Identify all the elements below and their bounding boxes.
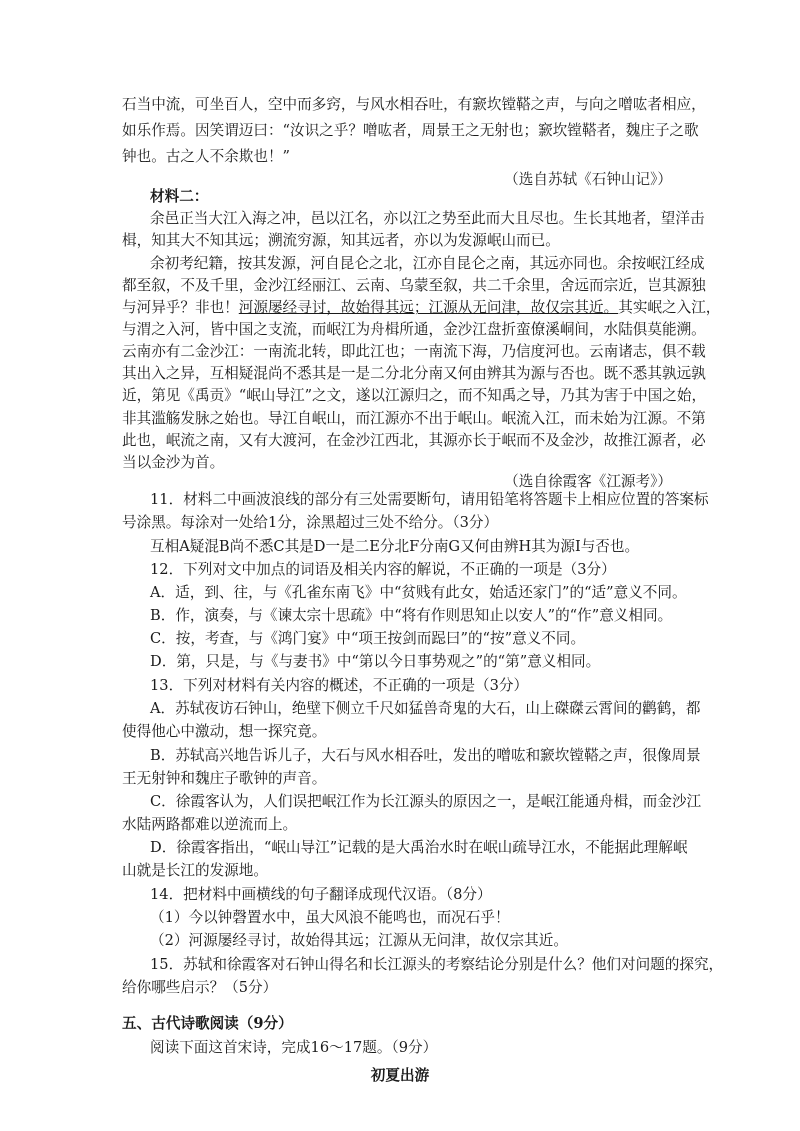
passage2-line-4: 都至叙，不及千里，金沙江经丽江、云南、乌蒙至叙，共二千余里，舍远而宗近，岂其源独 bbox=[122, 277, 706, 294]
q12-stem: 12．下列对文中加点的词语及相关内容的解说，不正确的一项是（3分） bbox=[150, 561, 616, 578]
passage2-line-6: 与渭之入河，皆中国之支流，而岷江为舟楫所通，金沙江盘折蛮僚溪峒间，水陆俱莫能溯。 bbox=[122, 321, 706, 338]
q11-line-2: 号涂黑。每涂对一处给1分，涂黑超过三处不给分。（3分） bbox=[122, 514, 499, 531]
q13-option-b-1: B．苏轼高兴地告诉儿子，大石与风水相吞吐，发出的噌吰和窾坎镗鞳之声，很像周景 bbox=[150, 747, 701, 764]
passage2-line-7: 云南亦有二金沙江：一南流北转，即此江也；一南流下海，乃信度河也。云南诸志，俱不载 bbox=[122, 343, 706, 360]
q12-option-c: C．按，考查，与《鸿门宴》中“项王按剑而跽曰”的“按”意义不同。 bbox=[150, 630, 586, 647]
passage2-line-8: 其出入之异，互相疑混尚不悉其是一是二分北分南又何由辨其为源与否也。既不悉其孰远孰 bbox=[122, 365, 706, 382]
passage1-line-3: 钟也。古之人不余欺也！” bbox=[122, 148, 290, 165]
q15-line-2: 给你哪些启示？（5分） bbox=[122, 979, 278, 996]
q12-option-a: A．适，到、往，与《孔雀东南飞》中“贫贱有此女，始适还家门”的“适”意义不同。 bbox=[150, 584, 687, 601]
q13-option-d-2: 山就是长江的发源地。 bbox=[122, 862, 268, 879]
underlined-sentence: 河源屡经寻讨，故始得其远；江源从无问津，故仅宗其近。 bbox=[238, 299, 619, 316]
passage2-line-5a: 与河异乎？非也！ bbox=[122, 299, 239, 316]
passage2-heading: 材料二： bbox=[150, 188, 209, 205]
q13-option-a-1: A．苏轼夜访石钟山，绝壁下侧立千尺如猛兽奇鬼的大石，山上磔磔云霄间的鹳鹤，都 bbox=[150, 700, 701, 717]
q13-option-a-2: 使得他心中激动，想一探究竟。 bbox=[122, 723, 327, 740]
passage1-line-2: 如乐作焉。因笑谓迈曰：“汝识之乎？噌吰者，周景王之无射也；窾坎镗鞳者，魏庄子之歌 bbox=[122, 122, 699, 139]
passage2-line-11: 此也，岷流之南，又有大渡河，在金沙江西北，其源亦长于岷而不及金沙，故推江源者，必 bbox=[122, 432, 706, 449]
q11-options: 互相A疑混B尚不悉C其是D一是二E分北F分南G又何由辨H其为源I与否也。 bbox=[150, 538, 640, 555]
passage2-line-3: 余初考纪籍，按其发源，河自昆仑之北，江亦自昆仑之南，其远亦同也。余按岷江经成 bbox=[150, 255, 705, 272]
passage1-line-1: 石当中流，可坐百人，空中而多窍，与风水相吞吐，有窾坎镗鞳之声，与向之噌吰者相应， bbox=[122, 96, 706, 113]
passage2-source: （选自徐霞客《江源考》） bbox=[504, 473, 672, 490]
q13-option-c-2: 水陆两路都难以逆流而上。 bbox=[122, 816, 298, 833]
passage2-line-9: 近，第见《禹贡》“岷山导江”之文，遂以江源归之，而不知禹之导，乃其为害于中国之始， bbox=[122, 387, 707, 404]
section5-heading: 五、古代诗歌阅读（9分） bbox=[122, 1015, 293, 1032]
poem-title: 初夏出游 bbox=[370, 1067, 430, 1084]
passage2-line-10: 非其滥觞发脉之始也。导江自岷山，而江源亦不出于岷山。岷流入江，而未始为江源。不第 bbox=[122, 410, 706, 427]
passage1-source: （选自苏轼《石钟山记》） bbox=[504, 171, 672, 188]
passage2-line-5c: 其实岷之入江， bbox=[618, 299, 721, 316]
q14-stem: 14．把材料中画横线的句子翻译成现代汉语。（8分） bbox=[150, 886, 492, 903]
q13-stem: 13．下列对材料有关内容的概述，不正确的一项是（3分） bbox=[150, 677, 529, 694]
q13-option-d-1: D．徐霞客指出，“岷山导江”记载的是大禹治水时在岷山疏导江水，不能据此理解岷 bbox=[150, 839, 688, 856]
passage2-line-2: 楫，知其大不知其远；溯流穷源，知其远者，亦以为发源岷山而已。 bbox=[122, 232, 560, 249]
section5-instruction: 阅读下面这首宋诗，完成16～17题。（9分） bbox=[150, 1039, 438, 1056]
passage2-line-12: 当以金沙为首。 bbox=[122, 454, 225, 471]
passage2-line-1: 余邑正当大江入海之冲，邑以江名，亦以江之势至此而大且尽也。生长其地者，望洋击 bbox=[150, 210, 705, 227]
q13-option-c-1: C．徐霞客认为，人们误把岷江作为长江源头的原因之一，是岷江能通舟楫，而金沙江 bbox=[150, 793, 702, 810]
q11-line-1: 11．材料二中画波浪线的部分有三处需要断句，请用铅笔将答题卡上相应位置的答案标 bbox=[150, 491, 709, 508]
q12-option-b: B．作，演奏，与《谏太宗十思疏》中“将有作则思知止以安人”的“作”意义相同。 bbox=[150, 607, 673, 624]
q14-item-1: （1）今以钟磬置水中，虽大风浪不能鸣也，而况石乎！ bbox=[150, 909, 510, 926]
q14-item-2: （2）河源屡经寻讨，故始得其远；江源从无问津，故仅宗其近。 bbox=[150, 932, 568, 949]
q12-option-d: D．第，只是，与《与妻书》中“第以今日事势观之”的“第”意义相同。 bbox=[150, 653, 601, 670]
passage2-line-5 bbox=[122, 298, 720, 318]
q15-line-1: 15．苏轼和徐霞客对石钟山得名和长江源头的考察结论分别是什么？他们对问题的探究， bbox=[150, 956, 724, 973]
q13-option-b-2: 王无射钟和魏庄子歌钟的声音。 bbox=[122, 770, 327, 787]
